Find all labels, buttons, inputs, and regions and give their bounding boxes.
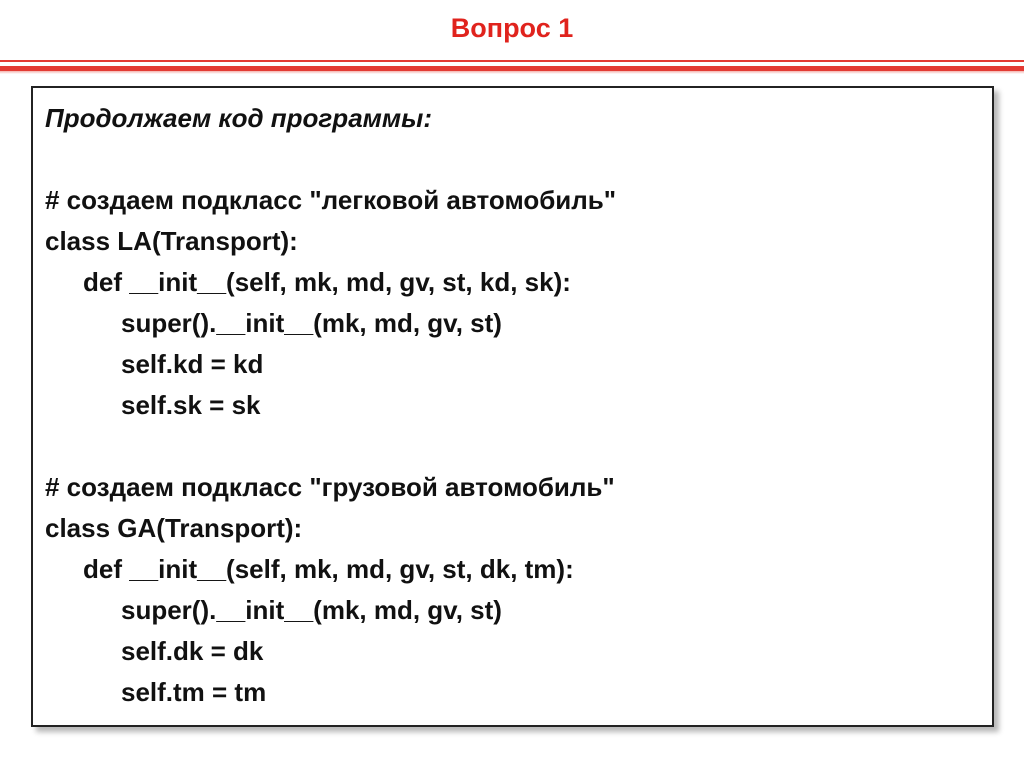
code-init-def: def __init__(self, mk, md, gv, st, dk, tm): <box>83 554 574 584</box>
title-divider-shadow <box>0 71 1024 74</box>
code-listing <box>45 98 982 713</box>
blank-line <box>45 426 982 467</box>
code-class-def: class LA(Transport): <box>45 226 298 256</box>
slide-title: Вопрос 1 <box>450 13 574 43</box>
code-assignment: self.sk = sk <box>121 390 261 420</box>
code-comment: # создаем подкласс "грузовой автомобиль" <box>45 472 615 502</box>
code-init-def: def __init__(self, mk, md, gv, st, kd, sk): <box>83 267 571 297</box>
code-class-def: class GA(Transport): <box>45 513 303 543</box>
code-heading: Продолжаем код программы: <box>45 103 432 133</box>
code-assignment: self.tm = tm <box>121 677 267 707</box>
code-comment: # создаем подкласс "легковой автомобиль" <box>45 185 617 215</box>
blank-line <box>45 139 982 180</box>
title-divider-thin <box>0 60 1024 62</box>
code-box <box>31 86 994 727</box>
code-super-call: super().__init__(mk, md, gv, st) <box>121 308 502 338</box>
code-super-call: super().__init__(mk, md, gv, st) <box>121 595 502 625</box>
code-assignment: self.kd = kd <box>121 349 264 379</box>
code-assignment: self.dk = dk <box>121 636 264 666</box>
